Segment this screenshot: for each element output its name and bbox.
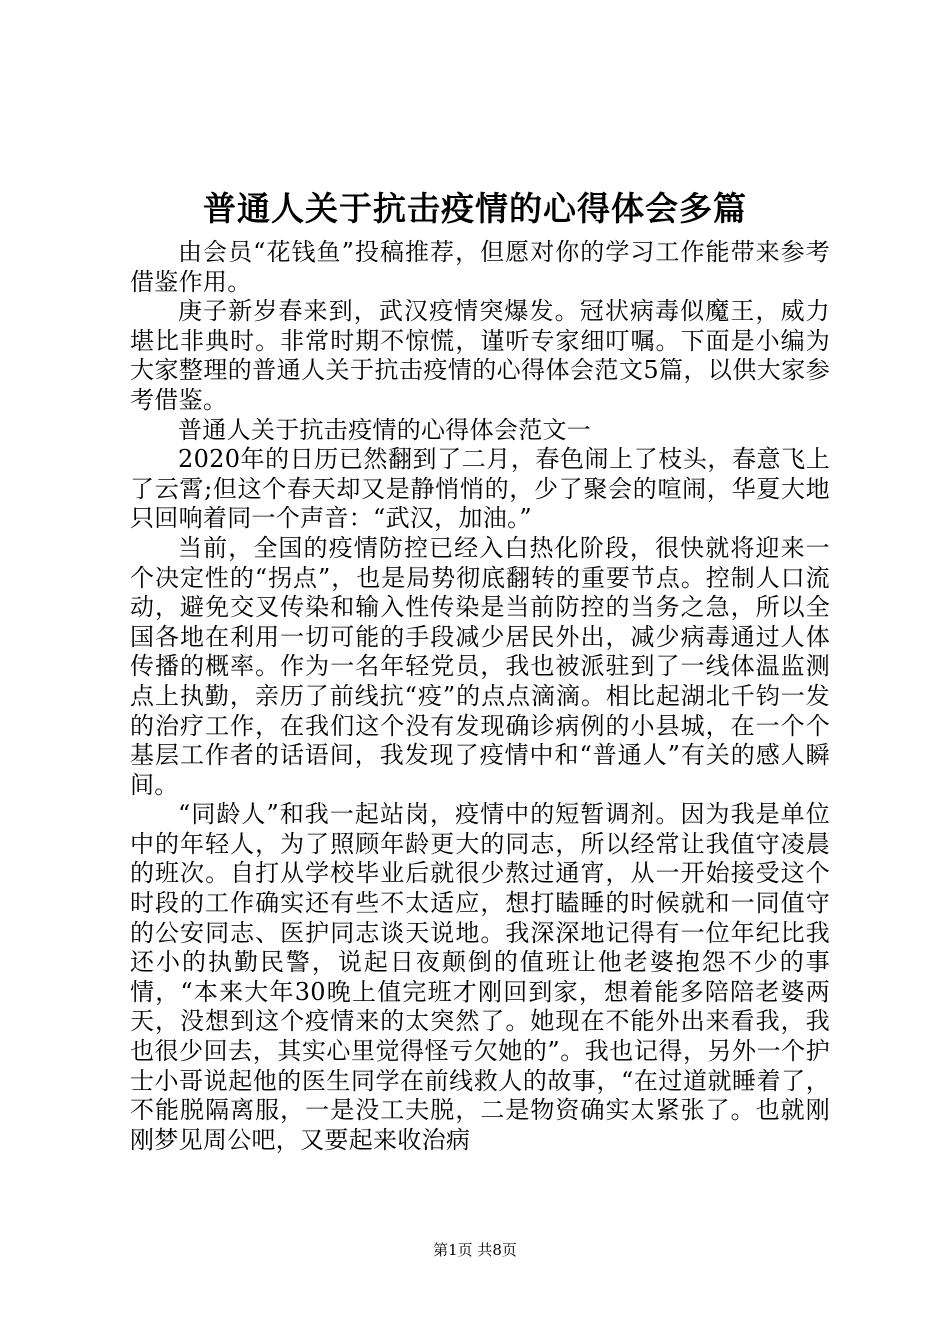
page-number-footer: 第1页 共8页 [433,1241,517,1259]
paragraph-intro: 由会员“花钱鱼”投稿推荐，但愿对你的学习工作能带来参考借鉴作用。 [130,238,830,296]
paragraph: 2020年的日历已然翻到了二月，春色闹上了枝头，春意飞上了云霄;但这个春天却又是静悄悄的，少了聚会的喧闹，华夏大地只回响着同一个声音：“武汉，加油。” [130,445,830,533]
document-title: 普通人关于抗击疫情的心得体会多篇 [203,189,747,228]
document-body [130,238,830,1155]
section-heading: 普通人关于抗击疫情的心得体会范文一 [178,415,592,444]
paragraph: 当前，全国的疫情防控已经入白热化阶段，很快就将迎来一个决定性的“拐点”，也是局势彻底翻转的重要节点。控制人口流动，避免交叉传染和输入性传染是当前防控的当务之急，所以全国各地在利用一切可能的手段减少居民外出，减少病毒通过人体传播的概率。作为一名年轻党员，我也被派驻到了一线体温监测点上执勤，亲历了前线抗“疫”的点点滴滴。相比起湖北千钧一发的治疗工作，在我们这个没有发现确诊病例的小县城，在一个个基层工作者的话语间，我发现了疫情中和“普通人”有关的感人瞬间。 [130,533,830,799]
paragraph-preface: 庚子新岁春来到，武汉疫情突爆发。冠状病毒似魔王，威力堪比非典时。非常时期不惊慌，谨听专家细叮嘱。下面是小编为大家整理的普通人关于抗击疫情的心得体会范文5篇，以供大家参考借鉴。 [130,297,830,414]
paragraph: “同龄人”和我一起站岗，疫情中的短暂调剂。因为我是单位中的年轻人，为了照顾年龄更大的同志，所以经常让我值守凌晨的班次。自打从学校毕业后就很少熬过通宵，从一开始接受这个时段的工作确实还有些不太适应，想打瞌睡的时候就和一同值守的公安同志、医护同志谈天说地。我深深地记得有一位年纪比我还小的执勤民警，说起日夜颠倒的值班让他老婆抱怨不少的事情，“本来大年30晚上值完班才刚回到家，想着能多陪陪老婆两天，没想到这个疫情来的太突然了。她现在不能外出来看我，我也很少回去，其实心里觉得怪亏欠她的”。我也记得，另外一个护士小哥说起他的医生同学在前线救人的故事，“在过道就睡着了，不能脱隔离服，一是没工夫脱，二是物资确实太紧张了。也就刚刚梦见周公吧，又要起来收治病 [130,800,830,1154]
